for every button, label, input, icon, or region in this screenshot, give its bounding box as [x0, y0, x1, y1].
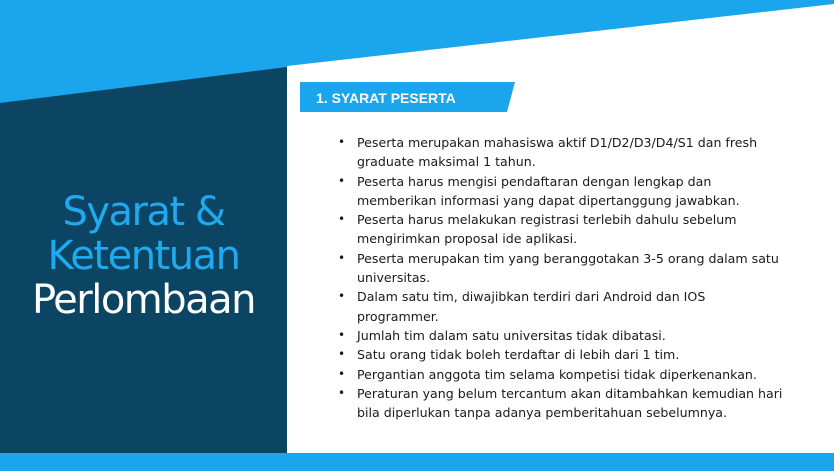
bullet-icon: • — [338, 173, 346, 188]
rule-text-line-1: Satu orang tidak boleh terdaftar di lebih dari 1 tim. — [357, 347, 680, 363]
rule-item — [336, 287, 806, 326]
bullet-icon: • — [338, 366, 346, 381]
rule-text-line-2: memberikan informasi yang dapat dipertanggung jawabkan. — [357, 192, 740, 208]
bottom-bar — [0, 453, 834, 471]
bullet-icon: • — [338, 385, 346, 400]
rule-text-line-2: graduate maksimal 1 tahun. — [357, 154, 536, 170]
section-heading: 1. SYARAT PESERTA — [316, 90, 456, 106]
rule-text-line-1: Dalam satu tim, diwajibkan terdiri dari Android dan IOS — [357, 289, 706, 305]
bullet-icon: • — [338, 347, 346, 362]
slide-title — [0, 190, 287, 322]
bullet-icon: • — [338, 250, 346, 265]
rule-item — [336, 172, 806, 211]
rule-text-line-1: Peserta harus melakukan registrasi terlebih dahulu sebelum — [357, 212, 737, 228]
title-line-2: Ketentuan — [47, 233, 240, 279]
bullet-icon: • — [338, 289, 346, 304]
bullet-icon: • — [338, 327, 346, 342]
rule-item — [336, 384, 806, 423]
panel-diagonal-edge — [0, 60, 287, 110]
rule-text-line-2: bila diperlukan tanpa adanya pemberitahuan sebelumnya. — [357, 405, 728, 421]
rule-text-line-2: universitas. — [357, 270, 431, 286]
title-line-3: Perlombaan — [31, 277, 256, 323]
rule-item — [336, 365, 806, 384]
rule-item — [336, 345, 806, 364]
bullet-icon: • — [338, 212, 346, 227]
rule-text-line-1: Peserta merupakan mahasiswa aktif D1/D2/D3/D4/S1 dan fresh — [357, 135, 758, 150]
rule-text-line-2: programmer. — [357, 308, 439, 324]
rule-text-line-1: Peraturan yang belum tercantum akan ditambahkan kemudian hari — [357, 385, 783, 401]
rule-text-line-1: Pergantian anggota tim selama kompetisi tidak diperkenankan. — [357, 366, 757, 382]
rule-item — [336, 249, 806, 288]
rule-text-line-1: Peserta harus mengisi pendaftaran dengan lengkap dan — [357, 173, 712, 189]
bullet-icon: • — [338, 135, 346, 149]
rule-text-line-1: Peserta merupakan tim yang beranggotakan 3-5 orang dalam satu — [357, 250, 779, 266]
rule-text-line-2: mengirimkan proposal ide aplikasi. — [357, 231, 578, 247]
rule-item — [336, 210, 806, 249]
title-line-1: Syarat & — [62, 189, 225, 235]
rules-list — [336, 133, 806, 422]
rule-item — [336, 326, 806, 345]
rule-item — [336, 133, 806, 172]
rule-text-line-1: Jumlah tim dalam satu universitas tidak dibatasi. — [357, 327, 666, 343]
